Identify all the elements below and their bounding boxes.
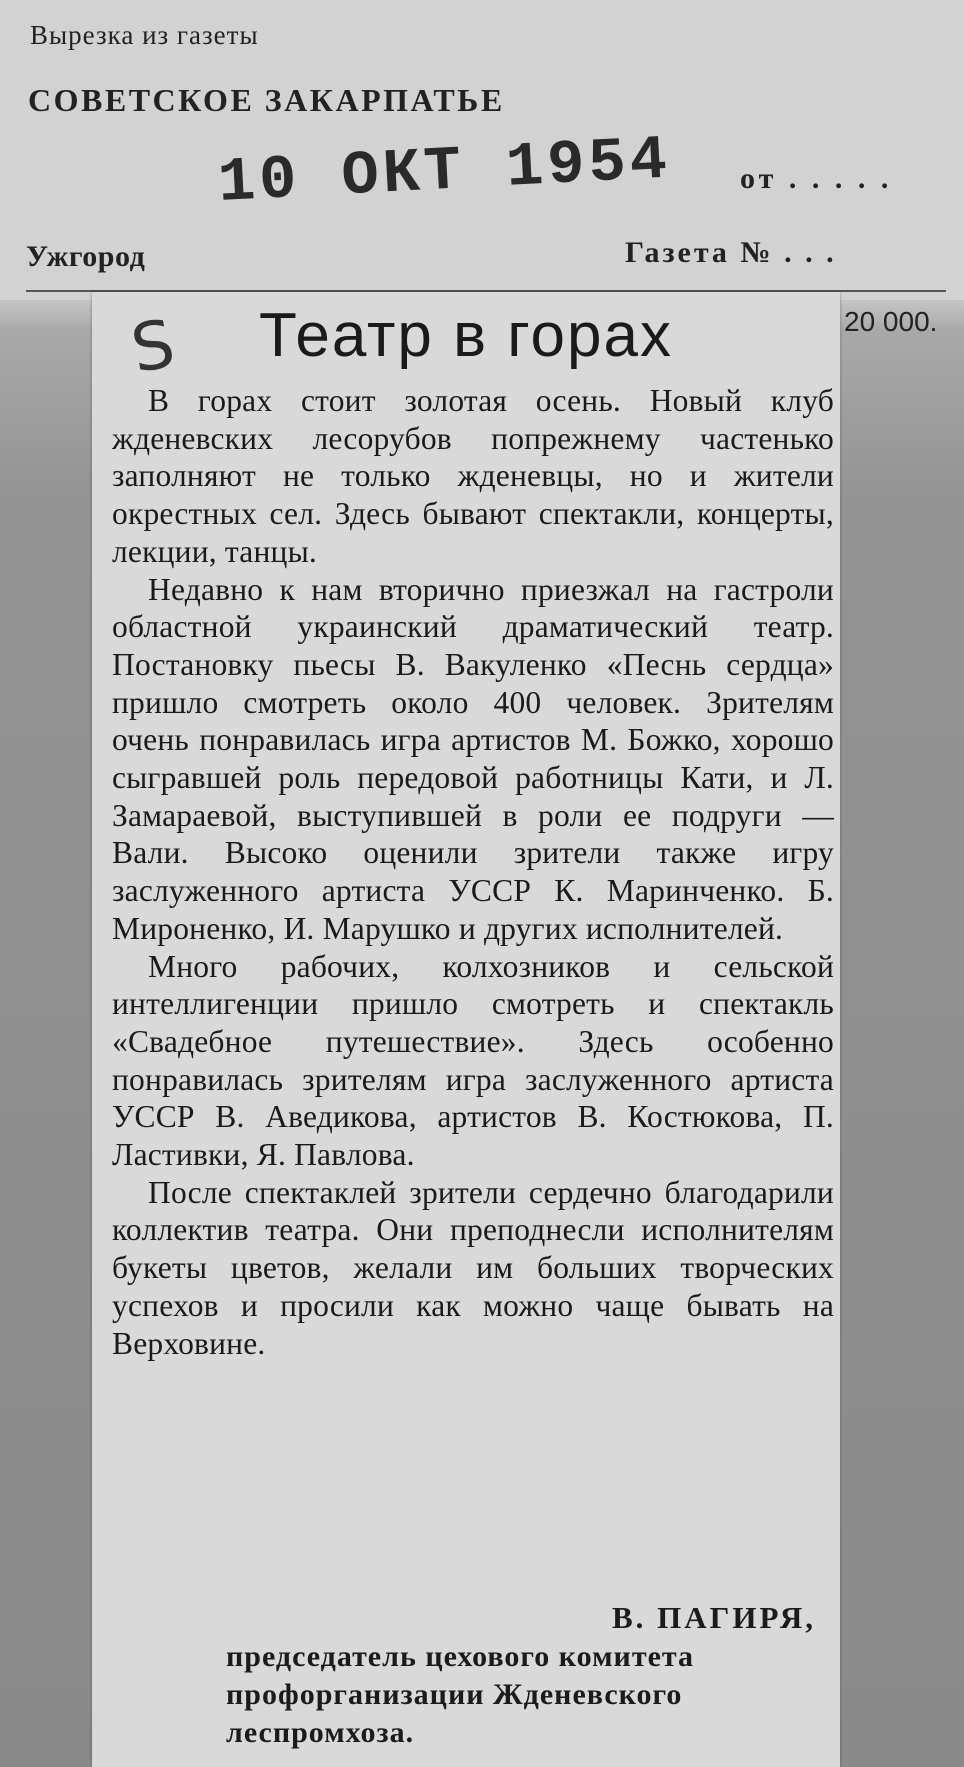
author-role-line: леспромхоза. [226,1716,415,1749]
article-paragraph: Недавно к нам вторично приезжал на гастроли областной украинский драматический театр. Постановку пьесы В. Вакуленко «Песнь сердца» пришло смотреть около 400 человек. Зрителям очень понравилась игра артистов М. Божко, хорошо сыгравшей роль передовой работницы Кати, и Л. Замараевой, выступившей в роли ее подруги — Вали. Высоко оценили зрители также игру заслуженного артиста УССР К. Маринченко. Б. Мироненко, И. Марушко и других исполнителей. [112,571,834,946]
clipping-header-card [0,0,964,300]
issue-number-label: Газета № . . . [625,236,837,269]
author-role-line: профорганизации Жденевского [226,1678,683,1711]
circulation-number: 20 000. [844,306,938,337]
article-paragraph: В горах стоит золотая осень. Новый клуб жденевских лесорубов попрежнему частенько заполняют не только жденевцы, но и жители окрестных сел. Здесь бывают спектакли, концерты, лекции, танцы. [112,383,834,569]
article-body [112,382,834,1362]
article-paragraph: Много рабочих, колхозников и сельской интеллигенции пришло смотреть и спектакль «Свадебное путешествие». Здесь особенно понравилась зрителям игра заслуженного артиста УССР В. Аведикова, артистов В. Костюкова, П. Ластивки, Я. Павлова. [112,948,834,1173]
date-stamp: 10 ОКТ 1954 [216,124,673,219]
newspaper-name: СОВЕТСКОЕ ЗАКАРПАТЬЕ [28,82,505,118]
article-clipping [92,292,840,1767]
article-paragraph: После спектаклей зрители сердечно благодарили коллектив театра. Они преподнесли исполнителям букеты цветов, желали им больших творческих успехов и просили как можно чаще бывать на Верховине. [112,1174,834,1361]
date-field-label: от . . . . . [740,162,893,195]
author-role-line: председатель цехового комитета [226,1640,694,1673]
article-title: Театр в горах [259,301,673,370]
clipping-label: Вырезка из газеты [30,20,259,50]
author-role [226,1638,818,1752]
city-label: Ужгород [26,240,146,273]
author-name: В. ПАГИРЯ, [611,1600,816,1635]
handwritten-mark: S [125,304,181,389]
